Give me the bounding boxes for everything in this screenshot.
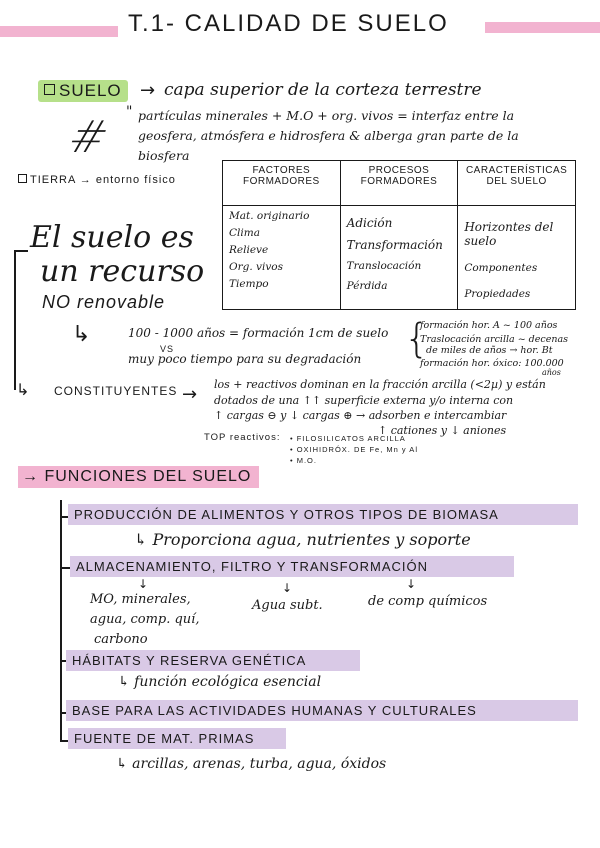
funcion-2-b: Agua subt. <box>252 598 323 613</box>
list-item: Mat. originario <box>229 210 310 222</box>
funciones-vertical-line <box>60 500 62 740</box>
table-col-procesos <box>340 206 458 310</box>
checkbox-icon-2 <box>18 174 27 183</box>
constituyentes-text-4: ↑ cationes y ↓ aniones <box>378 424 507 437</box>
table-header-factores: FACTORES FORMADORES <box>223 161 341 206</box>
branch-1 <box>60 516 68 518</box>
degradation-text: muy poco tiempo para su degradación <box>128 352 362 366</box>
recurso-line-1: El suelo es <box>30 220 194 255</box>
funcion-5: FUENTE DE MAT. PRIMAS <box>68 728 286 749</box>
brace-line-5: años <box>542 368 561 377</box>
factors-table <box>222 160 576 310</box>
funcion-1: PRODUCCIÓN DE ALIMENTOS Y OTROS TIPOS DE BIOMASA <box>68 504 578 525</box>
list-item: Org. vivos <box>229 261 283 273</box>
brace-line-4: formación hor. óxico: 100.000 <box>420 358 564 369</box>
brace-line-2: Traslocación arcilla ~ decenas <box>420 334 568 345</box>
list-item: Transformación <box>346 238 443 252</box>
funciones-title <box>18 466 259 488</box>
arrow-icon: → <box>140 80 156 101</box>
top-reactivos-2: • OXIHIDRÓX. DE Fe, Mn y Al <box>290 445 418 454</box>
funcion-5-sub: ↳ arcillas, arenas, turba, agua, óxidos <box>116 756 387 772</box>
tierra-line <box>18 174 176 186</box>
arrow-down-icon-3: ↓ <box>406 577 417 591</box>
versus-label: VS <box>160 344 175 354</box>
recurso-line-2: un recurso <box>40 254 205 289</box>
list-item: Clima <box>229 227 260 239</box>
arrow-down-icon-2: ↓ <box>282 581 293 595</box>
suelo-label <box>38 80 128 102</box>
list-item: Propiedades <box>464 288 531 300</box>
arrow-icon-constituyentes: ↳ <box>16 380 30 399</box>
quote-mark: " <box>126 104 133 120</box>
constituyentes-text-3: ↑ cargas ⊖ y ↓ cargas ⊕ → adsorben e intercambiar <box>214 409 507 422</box>
funcion-1-sub: ↳ Proporciona agua, nutrientes y soporte <box>134 530 471 549</box>
recurso-line-3: NO renovable <box>42 292 166 312</box>
bracket-vertical <box>14 250 16 390</box>
brace-line-3: de miles de años → hor. Bt <box>426 345 553 356</box>
funcion-2-c: de comp químicos <box>368 594 488 609</box>
table-header-caracteristicas: CARACTERÍSTICAS DEL SUELO <box>458 161 576 206</box>
bracket-top <box>14 250 28 252</box>
list-item: Adición <box>346 216 393 230</box>
brace-line-1: formación hor. A ~ 100 años <box>420 320 558 331</box>
funciones-title-text: FUNCIONES DEL SUELO <box>44 468 252 485</box>
top-reactivos-label: TOP reactivos: <box>204 432 281 443</box>
list-item: Pérdida <box>346 280 388 292</box>
arrow-icon-curve: → <box>182 384 198 405</box>
funcion-2-a1: MO, minerales, <box>90 592 191 607</box>
checkbox-icon <box>44 84 55 95</box>
arrow-icon-years: ↳ <box>72 322 91 347</box>
list-item: Horizontes del suelo <box>464 220 554 248</box>
list-item: Translocación <box>346 260 422 272</box>
top-right-highlight <box>485 22 600 33</box>
suelo-definition: capa superior de la corteza terrestre <box>164 80 482 100</box>
table-header-procesos: PROCESOS FORMADORES <box>340 161 458 206</box>
hash-mark-icon: # <box>61 112 116 163</box>
funcion-2-a2: agua, comp. quí, <box>90 612 200 627</box>
list-item: Relieve <box>229 244 269 256</box>
funcion-2-a3: carbono <box>94 632 148 647</box>
years-formation: 100 - 1000 años = formación 1cm de suelo <box>128 326 389 340</box>
arrow-down-icon-1: ↓ <box>138 577 149 591</box>
constituyentes-label: CONSTITUYENTES <box>54 384 178 398</box>
list-item: Componentes <box>464 262 538 274</box>
table-col-caracteristicas <box>458 206 576 310</box>
suelo-detail-1: partículas minerales + M.O + org. vivos = interfaz entre la <box>138 108 515 123</box>
funcion-2: ALMACENAMIENTO, FILTRO Y TRANSFORMACIÓN <box>70 556 514 577</box>
top-left-highlight <box>0 26 118 37</box>
page-title: T.1- CALIDAD DE SUELO <box>128 10 449 37</box>
branch-2 <box>60 567 70 569</box>
suelo-detail-2: geosfera, atmósfera e hidrosfera & alberga gran parte de la <box>138 128 519 143</box>
funcion-3-sub: ↳ función ecológica esencial <box>118 674 322 690</box>
constituyentes-text-2: dotados de una ↑↑ superficie externa y/o interna con <box>214 394 514 407</box>
curly-brace-icon: { <box>404 316 430 362</box>
constituyentes-text-1: los + reactivos dominan en la fracción arcilla (<2µ) y están <box>214 378 546 391</box>
funcion-3: HÁBITATS Y RESERVA GENÉTICA <box>66 650 360 671</box>
arrow-icon-funciones: → <box>22 468 39 485</box>
table-col-factores <box>223 206 341 310</box>
list-item: Tiempo <box>229 278 269 290</box>
suelo-detail-3: biosfera <box>138 148 190 163</box>
top-reactivos-1: • FILOSILICATOS ARCILLA <box>290 434 406 443</box>
suelo-label-text: SUELO <box>59 81 122 100</box>
top-reactivos-3: • M.O. <box>290 456 317 465</box>
tierra-text: TIERRA → entorno físico <box>30 174 176 186</box>
funcion-4: BASE PARA LAS ACTIVIDADES HUMANAS Y CULTURALES <box>66 700 578 721</box>
